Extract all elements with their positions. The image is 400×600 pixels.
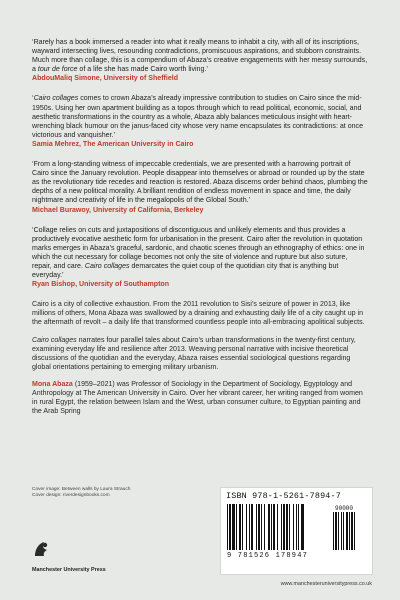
endorsement-text: ‘From a long-standing witness of impeccable credentials, we are presented with a harrowing portrait of Cairo since the January revolution. People disappear into themselves or abroad or rounded up by the state as the revolutionary tide recedes and reaction is restored. Abaza discerns order behind chaos, plumbing the depths of a new political morality. A brilliant rendition of endless movement in space and time, the daily nightmare and creativity of life in the megalopolis of the Global South.’ bbox=[32, 161, 368, 205]
author-bio: Mona Abaza (1959–2021) was Professor of Sociology in the Department of Sociology, Egyptology and Anthropology at The American University in Cairo. Over her vibrant career, her writing ranged from women in rural Egypt, the relation between Islam and the West, urban consumer culture, to Egyptian painting and the Arab Spring bbox=[32, 380, 363, 416]
barcode-digits: 9 781526 178947 bbox=[227, 552, 309, 560]
endorsement-2 bbox=[32, 94, 368, 149]
endorsement-text: ‘Collage relies on cuts and juxtapositions of discontiguous and unlikely elements and thus provides a productively evocative aesthetic form for urbanisation in the present. Cairo after the revolution in quotation marks emerges in Abaza’s graceful, sardonic, and chaotic scenes through an ethnography of ethics: one in which the cut necessary for collage becomes not only the site of violence and rupture but also suture, repair, and care. Cairo collages demarcates the quiet coup of the quotidian city that is anything but everyday.’ bbox=[32, 226, 365, 280]
isbn-number: ISBN 978-1-5261-7894-7 bbox=[226, 491, 341, 501]
endorsement-text: ‘Cairo collages comes to crown Abaza’s already impressive contribution to studies on Cairo since the mid-1950s. Using her own apartment building as a topos through which to read political, economic, social, and aesthetic transformations in the country as a whole, Abaza ably balances meticulous insight with heart-wrenching black humour on the janus-faced city whose very name encapsulates its contradictions: at once victorious and vanquisher.’ bbox=[32, 95, 363, 139]
cover-footer bbox=[32, 487, 372, 587]
endorsement-attribution: Samia Mehrez, The American University in Cairo bbox=[32, 140, 194, 148]
publisher-logo bbox=[32, 539, 142, 573]
endorsement-attribution: AbdouMaliq Simone, University of Sheffield bbox=[32, 75, 179, 83]
endorsement-1 bbox=[32, 38, 368, 83]
cover-credits bbox=[32, 487, 192, 499]
endorsement-text: ‘Rarely has a book immersed a reader into what it really means to inhabit a city, with all of its inscriptions, wayward intersecting lives, resounding contradictions, promiscuous aspirations, and stubborn constraints. Much more than collage, this is a compendium of Abaza’s creative engagements with her messy surrounds, a tour de force of a life she has made Cairo worth living.’ bbox=[32, 39, 368, 74]
publisher-logo-icon bbox=[32, 539, 52, 559]
isbn-barcode bbox=[220, 487, 373, 575]
book-description bbox=[32, 300, 368, 416]
barcode-bars-icon bbox=[227, 504, 366, 551]
endorsement-4 bbox=[32, 226, 368, 290]
endorsement-3 bbox=[32, 160, 368, 215]
endorsement-attribution: Ryan Bishop, University of Southampton bbox=[32, 281, 170, 289]
author-name: Mona Abaza bbox=[32, 380, 73, 388]
price-code: 90000 bbox=[335, 505, 354, 512]
cover-image-credit: Cover image: Between walls by Laura Strauch bbox=[32, 487, 131, 492]
publisher-website: www.manchesteruniversitypress.co.uk bbox=[280, 581, 372, 587]
description-paragraph-2: Cairo collages narrates four parallel tales about Cairo’s urban transformations in the twenty-first century, examining everyday life and resilience after 2013. Weaving personal narrative with incisive theoretical discussions of the quotidian and the everyday, Abaza raises essential sociological questions regarding global orientations pertaining to emerging military urbanism. bbox=[32, 336, 356, 371]
endorsement-attribution: Michael Burawoy, University of California, Berkeley bbox=[32, 206, 204, 214]
cover-design-credit: Cover design: riverdesignbooks.com bbox=[32, 493, 110, 498]
publisher-name: Manchester University Press bbox=[32, 567, 106, 573]
description-paragraph-1: Cairo is a city of collective exhaustion. From the 2011 revolution to Sisi’s seizure of power in 2013, like millions of others, Mona Abaza was swallowed by a draining and exhausting daily life of a city caught up in the aftermath of revolt – a daily life that transformed countless people into all-embracing apolitical subjects. bbox=[32, 301, 365, 327]
